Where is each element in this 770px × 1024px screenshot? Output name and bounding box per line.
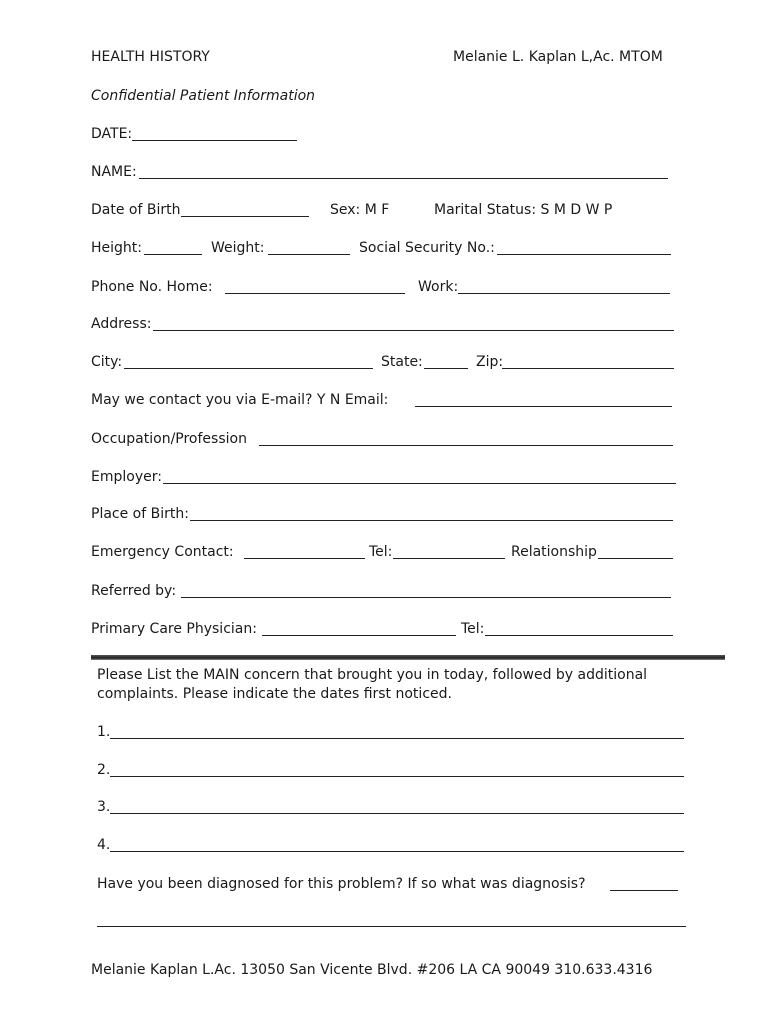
height-field[interactable] bbox=[144, 254, 202, 255]
state-field[interactable] bbox=[424, 368, 468, 369]
state-label: State: bbox=[381, 354, 423, 370]
weight-field[interactable] bbox=[268, 254, 350, 255]
occupation-field[interactable] bbox=[259, 445, 673, 446]
concern-item-4-field[interactable] bbox=[110, 851, 684, 852]
address-label: Address: bbox=[91, 316, 152, 332]
sex-options[interactable]: Sex: M F bbox=[330, 202, 390, 218]
concern-item-3-number: 3. bbox=[97, 799, 111, 815]
physician-tel-label: Tel: bbox=[461, 621, 485, 637]
work-phone-label: Work: bbox=[418, 279, 459, 295]
emergency-contact-field[interactable] bbox=[244, 558, 365, 559]
height-label: Height: bbox=[91, 240, 142, 256]
footer-address: Melanie Kaplan L.Ac. 13050 San Vicente Blvd. #206 LA CA 90049 310.633.4316 bbox=[91, 962, 653, 978]
emergency-tel-field[interactable] bbox=[393, 558, 505, 559]
address-field[interactable] bbox=[153, 330, 674, 331]
city-label: City: bbox=[91, 354, 123, 370]
email-question: May we contact you via E-mail? Y N Email: bbox=[91, 392, 389, 408]
name-field[interactable] bbox=[139, 178, 668, 179]
physician-label: Primary Care Physician: bbox=[91, 621, 257, 637]
email-field[interactable] bbox=[415, 406, 672, 407]
work-phone-field[interactable] bbox=[458, 293, 670, 294]
concern-item-2-field[interactable] bbox=[110, 776, 684, 777]
concerns-instructions-line2: complaints. Please indicate the dates first noticed. bbox=[97, 686, 452, 702]
section-divider bbox=[91, 655, 725, 660]
document-subtitle: Confidential Patient Information bbox=[91, 88, 316, 104]
concern-item-3-field[interactable] bbox=[110, 813, 684, 814]
diagnosis-question: Have you been diagnosed for this problem? If so what was diagnosis? bbox=[97, 876, 586, 892]
diagnosis-continuation-field[interactable] bbox=[97, 926, 686, 927]
weight-label: Weight: bbox=[211, 240, 265, 256]
concerns-instructions-line1: Please List the MAIN concern that brought you in today, followed by additional bbox=[97, 667, 648, 683]
referred-by-field[interactable] bbox=[181, 597, 671, 598]
physician-field[interactable] bbox=[262, 635, 456, 636]
birthplace-label: Place of Birth: bbox=[91, 506, 189, 522]
practitioner-name: Melanie L. Kaplan L,Ac. MTOM bbox=[453, 49, 663, 65]
relationship-field[interactable] bbox=[598, 558, 673, 559]
date-field[interactable] bbox=[132, 140, 297, 141]
concern-item-4-number: 4. bbox=[97, 837, 111, 853]
ssn-field[interactable] bbox=[497, 254, 671, 255]
emergency-tel-label: Tel: bbox=[369, 544, 393, 560]
document-title: HEALTH HISTORY bbox=[91, 49, 210, 65]
concern-item-1-field[interactable] bbox=[110, 738, 684, 739]
emergency-contact-label: Emergency Contact: bbox=[91, 544, 234, 560]
name-label: NAME: bbox=[91, 164, 137, 180]
employer-label: Employer: bbox=[91, 469, 162, 485]
zip-field[interactable] bbox=[502, 368, 674, 369]
home-phone-label: Phone No. Home: bbox=[91, 279, 213, 295]
birthplace-field[interactable] bbox=[190, 520, 673, 521]
referred-by-label: Referred by: bbox=[91, 583, 177, 599]
occupation-label: Occupation/Profession bbox=[91, 431, 247, 447]
date-label: DATE: bbox=[91, 126, 133, 142]
zip-label: Zip: bbox=[476, 354, 504, 370]
dob-field[interactable] bbox=[181, 216, 309, 217]
physician-tel-field[interactable] bbox=[485, 635, 673, 636]
ssn-label: Social Security No.: bbox=[359, 240, 495, 256]
dob-label: Date of Birth bbox=[91, 202, 181, 218]
city-field[interactable] bbox=[124, 368, 373, 369]
concern-item-1-number: 1. bbox=[97, 724, 111, 740]
home-phone-field[interactable] bbox=[225, 293, 405, 294]
relationship-label: Relationship bbox=[511, 544, 597, 560]
employer-field[interactable] bbox=[163, 483, 676, 484]
diagnosis-field[interactable] bbox=[610, 890, 678, 891]
concern-item-2-number: 2. bbox=[97, 762, 111, 778]
marital-status-options[interactable]: Marital Status: S M D W P bbox=[434, 202, 613, 218]
